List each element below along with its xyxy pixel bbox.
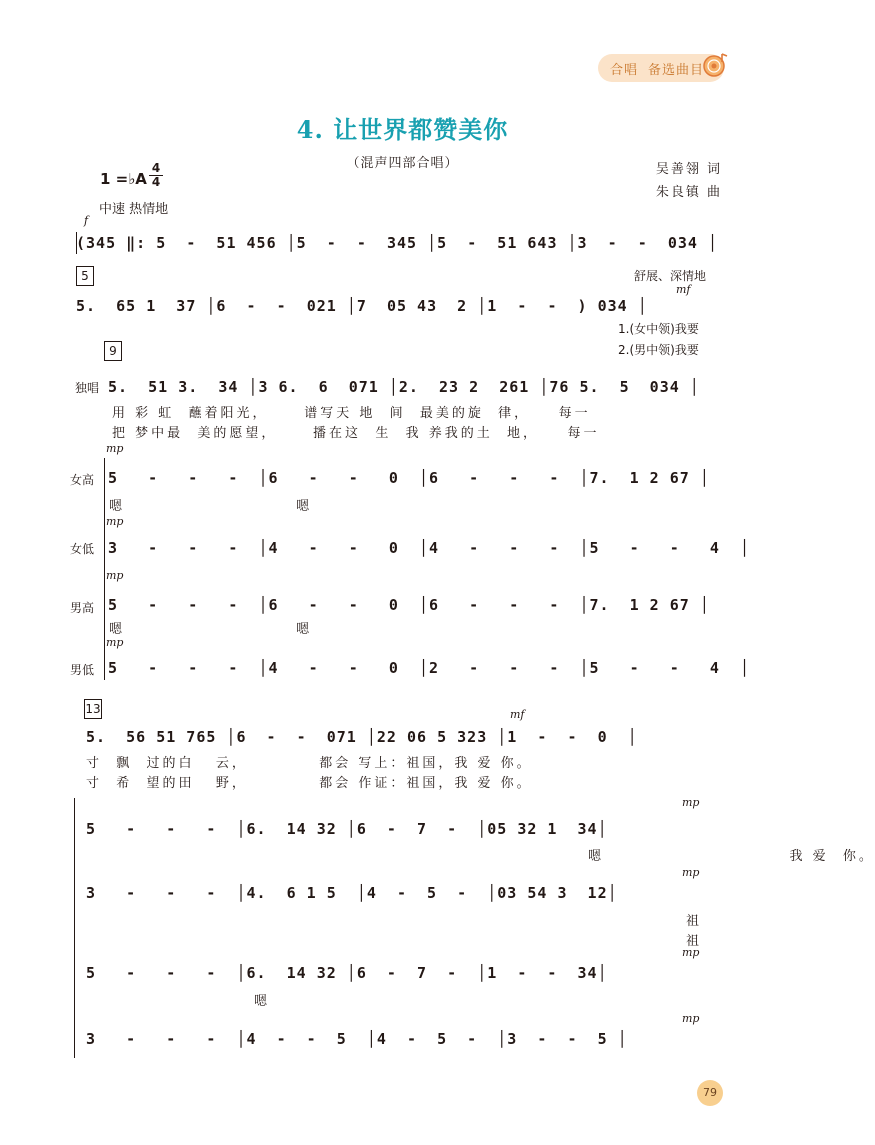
dynamic-mezzo-piano: mp: [106, 442, 124, 455]
measure-number: 13: [84, 699, 102, 719]
dynamic-forte: f: [84, 214, 89, 227]
bass-notes: 5 - - - │4 - - 0 │2 - - - │5 - - 4 │: [108, 659, 750, 677]
dynamic-mezzo-piano: mp: [682, 946, 700, 959]
tenor-notes: 5 - - - │6 - - 0 │6 - - - │7. 1 2 67 │: [108, 596, 710, 614]
alto-notes: 3 - - - │4. 6 1 5 │4 - 5 - │03 54 3 12│: [86, 884, 618, 902]
tempo-marking: 中速 热情地: [99, 202, 169, 217]
solo-notes: 5. 51 3. 34 │3 6. 6 071 │2. 23 2 261 │76 5. 5 034 │: [108, 378, 700, 396]
verse2-cue: 2.(男中领)我要: [618, 343, 699, 357]
time-signature-bottom: 4: [149, 175, 163, 189]
part-label-tenor: 男高: [70, 601, 95, 615]
measure-number: 5: [76, 266, 94, 286]
dynamic-mezzo-piano: mp: [106, 515, 124, 528]
soprano-lyric: 嗯 我 爱 你。: [588, 849, 875, 864]
bass-notes: 3 - - - │4 - - 5 │4 - 5 - │3 - - 5 │: [86, 1030, 628, 1048]
soprano-lyric: 嗯 嗯: [109, 499, 313, 514]
song-subtitle: （混声四部合唱）: [346, 156, 459, 171]
dynamic-mezzo-forte: mf: [676, 283, 691, 296]
solo-lyric-verse1: 用 彩 虹 蘸着阳光， 谱写天 地 间 最美的旋 律， 每一: [112, 406, 591, 421]
composer-credit: 朱良镇 曲: [655, 185, 722, 200]
badge-label: 备选曲目: [648, 62, 705, 78]
dynamic-mezzo-piano: mp: [106, 636, 124, 649]
measure-number: 9: [104, 341, 122, 361]
interlude-notes: 5. 65 1 37 │6 - - 021 │7 05 43 2 │1 - - ) 034 │: [76, 297, 648, 315]
tenor-notes: 5 - - - │6. 14 32 │6 - 7 - │1 - - 34│: [86, 964, 608, 982]
solo-notes: 5. 56 51 765 │6 - - 071 │22 06 5 323 │1 - - 0 │: [86, 728, 638, 746]
alto-lyric-verse1: 祖: [686, 914, 703, 929]
part-label-bass: 男低: [70, 663, 95, 677]
part-label-solo: 独唱: [75, 381, 100, 395]
time-signature: [149, 162, 163, 189]
choir-bracket: [104, 458, 105, 680]
key-signature: 1 =♭A: [100, 170, 147, 188]
dynamic-mezzo-piano: mp: [682, 1012, 700, 1025]
part-label-soprano: 女高: [70, 473, 95, 487]
time-signature-top: 4: [151, 161, 161, 175]
verse1-cue: 1.(女中领)我要: [618, 322, 699, 336]
solo-lyric-verse2: 把 梦中最 美的愿望， 播在这 生 我 养我的土 地， 每一: [112, 426, 600, 441]
badge-section-label: 合唱: [610, 62, 639, 78]
song-title: 4. 让世界都赞美你: [296, 115, 509, 144]
lyricist-credit: 吴善翎 词: [655, 162, 722, 177]
dynamic-mezzo-forte: mf: [510, 708, 525, 721]
tenor-lyric: 嗯 嗯: [109, 622, 313, 637]
alto-lyric-verse2: 祖: [686, 934, 703, 949]
dynamic-mezzo-piano: mp: [682, 866, 700, 879]
alto-notes: 3 - - - │4 - - 0 │4 - - - │5 - - 4 │: [108, 539, 750, 557]
solo-lyric-verse1: 寸 飘 过的白 云， 都会 写上：祖国，我 爱 你。: [86, 756, 533, 771]
expression-marking: 舒展、深情地: [634, 269, 707, 283]
solo-lyric-verse2: 寸 希 望的田 野， 都会 作证：祖国，我 爱 你。: [86, 776, 533, 791]
part-label-alto: 女低: [70, 542, 95, 556]
page-number: 79: [697, 1080, 723, 1106]
tenor-lyric: 嗯: [254, 994, 271, 1009]
choir-bracket: [74, 798, 75, 1058]
dynamic-mezzo-piano: mp: [106, 569, 124, 582]
soprano-notes: 5 - - - │6 - - 0 │6 - - - │7. 1 2 67 │: [108, 469, 710, 487]
intro-notes: (345 ‖: 5 - 51 456 │5 - - 345 │5 - 51 643 │3 - - 034 │: [76, 234, 718, 252]
dynamic-mezzo-piano: mp: [682, 796, 700, 809]
soprano-notes: 5 - - - │6. 14 32 │6 - 7 - │05 32 1 34│: [86, 820, 608, 838]
music-disc-icon: [700, 50, 730, 80]
